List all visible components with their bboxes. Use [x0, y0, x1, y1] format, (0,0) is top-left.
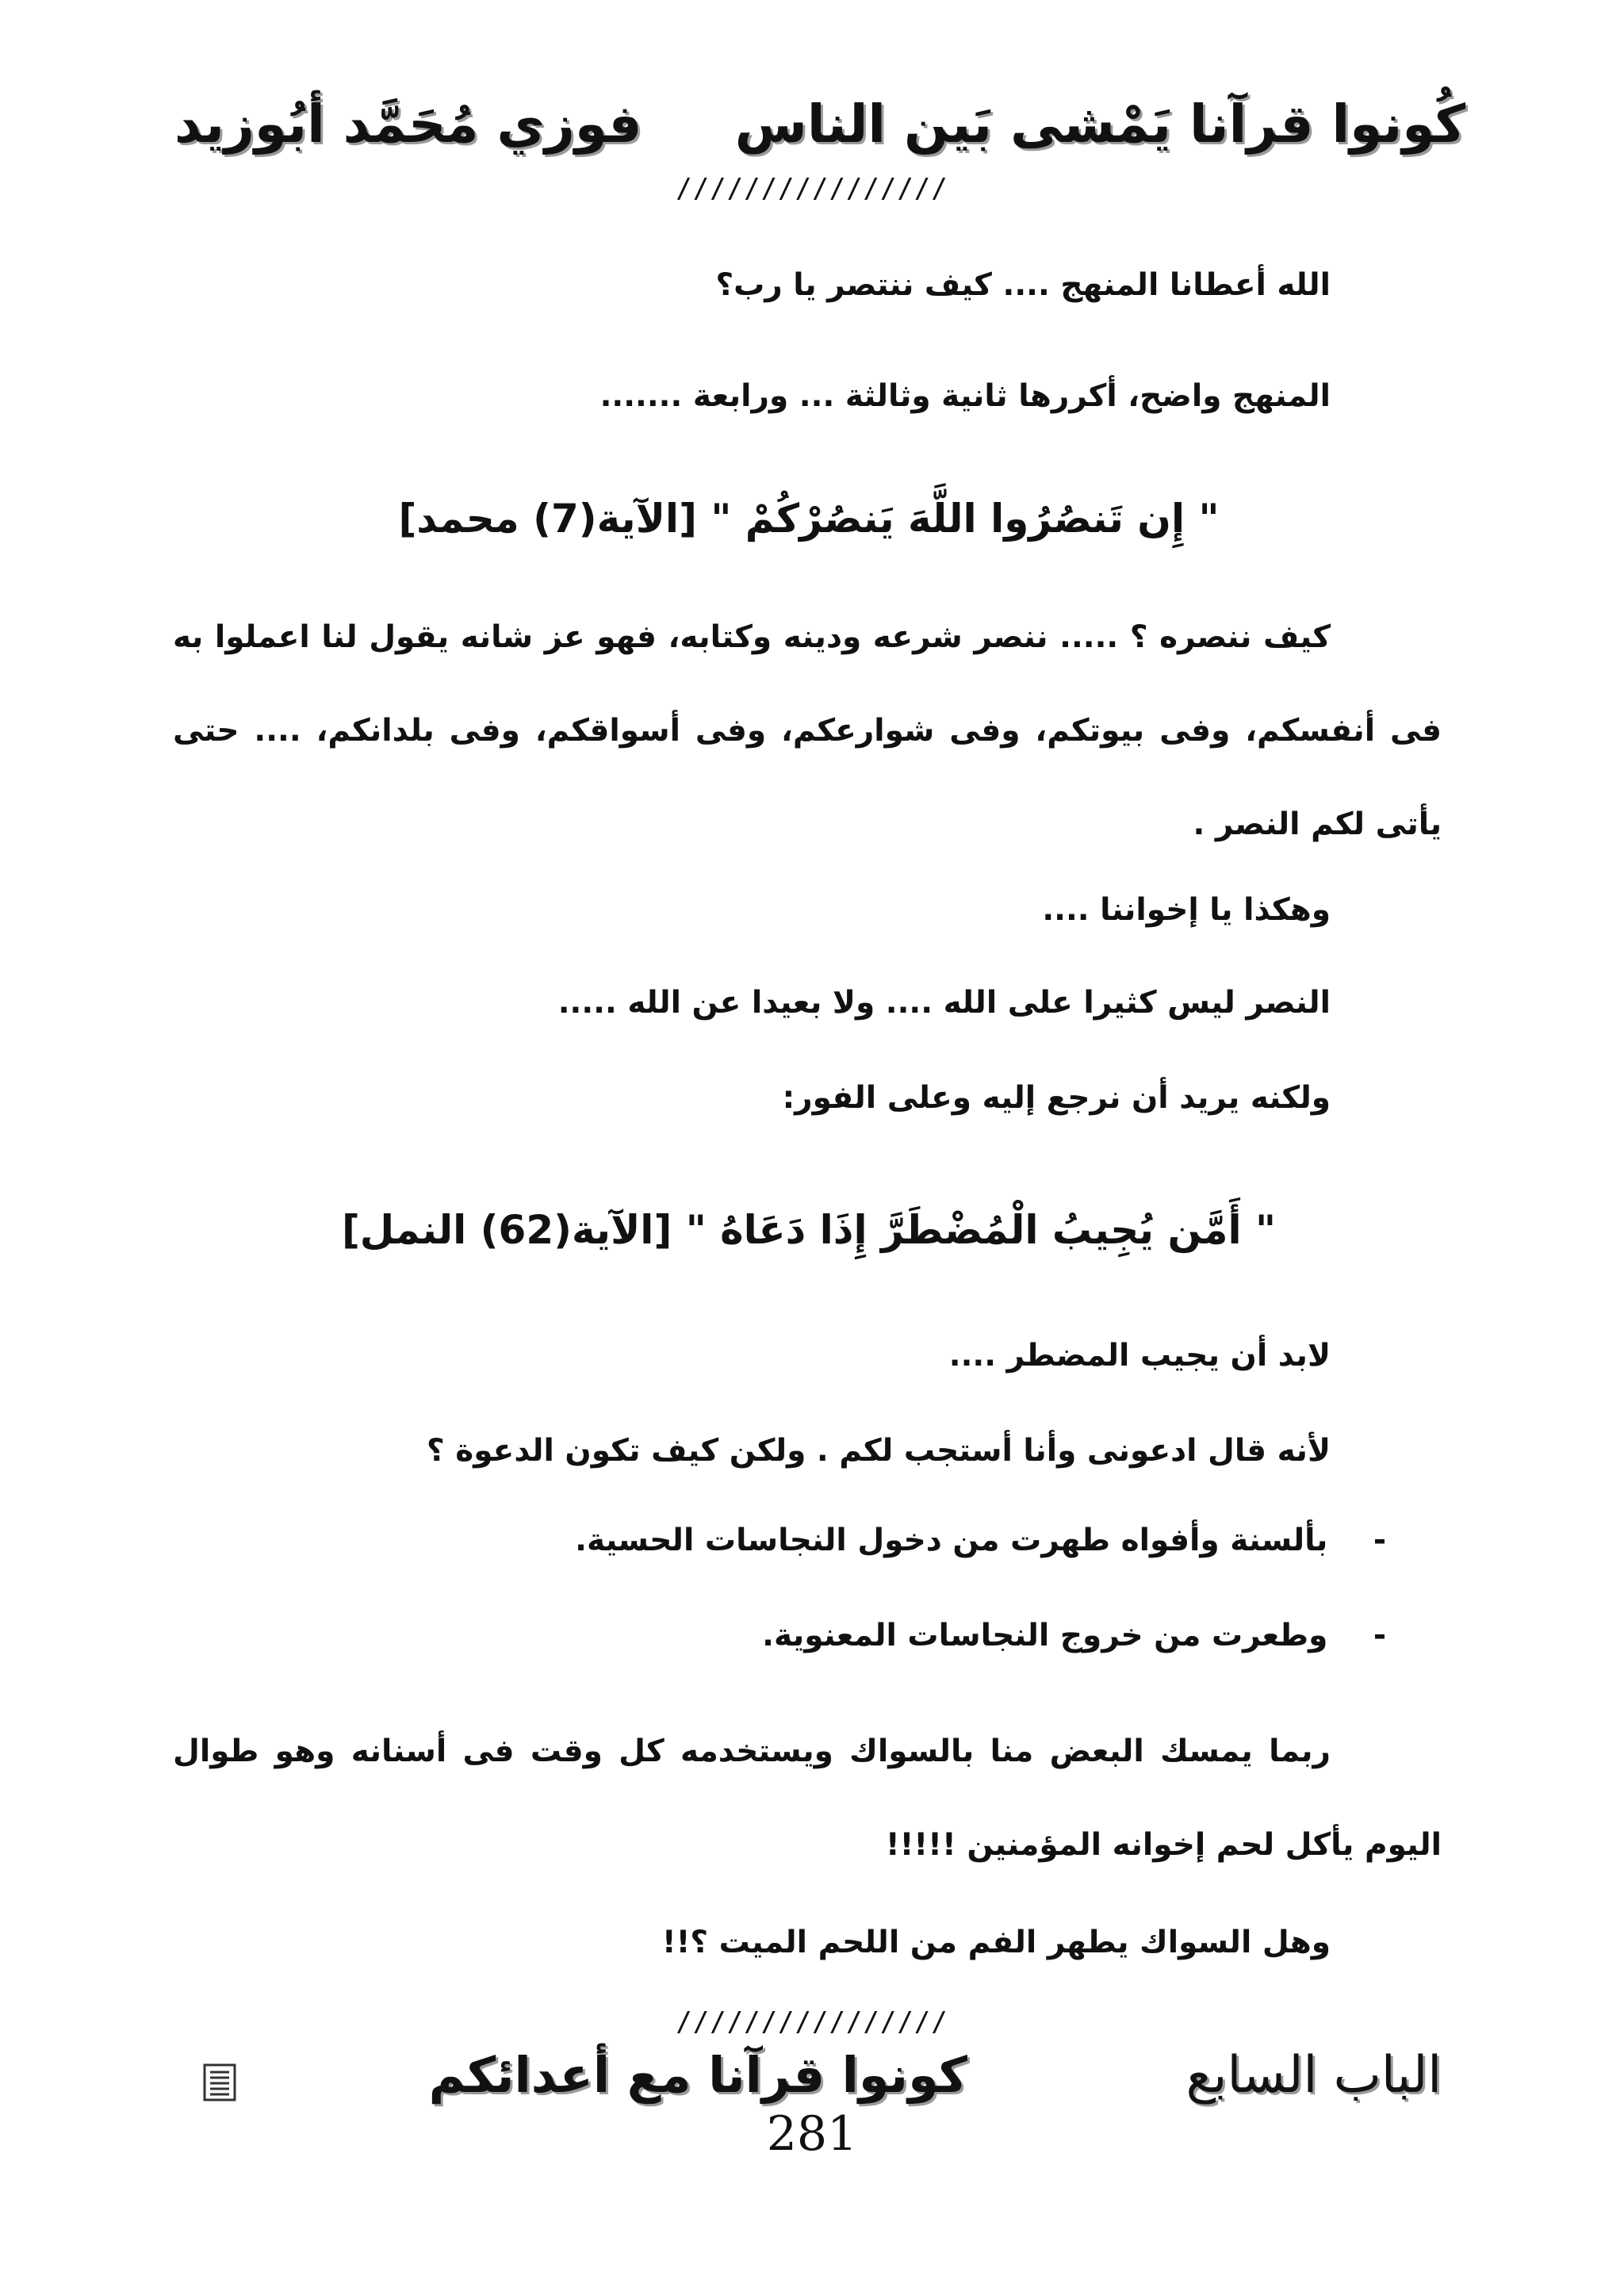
- bullet-marker: -: [1373, 1618, 1386, 1653]
- chapter-title: كونوا قرآنا مع أعدائكم: [428, 2046, 967, 2104]
- text-line-4: النصر ليس كثيرا على الله .... ولا بعيدا عن الله .....: [557, 985, 1331, 1021]
- text-line-7: لأنه قال ادعونى وأنا أستجب لكم . ولكن كيف تكون الدعوة ؟: [427, 1433, 1331, 1469]
- text-line-1: الله أعطانا المنهج .... كيف ننتصر يا رب؟: [715, 267, 1331, 303]
- header-separator: ////////////////: [676, 173, 948, 205]
- text-line-6: لابد أن يجيب المضطر ....: [948, 1338, 1331, 1373]
- bullet-item-2: [276, 1618, 1386, 1653]
- text-line-5: ولكنه يريد أن نرجع إليه وعلى الفور:: [782, 1080, 1331, 1116]
- book-title: كُونوا قرآنا يَمْشى بَين الناس: [734, 94, 1465, 155]
- bullet-text: وطعرت من خروج النجاسات المعنوية.: [762, 1618, 1328, 1653]
- bullet-item-1: [276, 1523, 1386, 1558]
- footer-separator: ////////////////: [676, 2006, 948, 2038]
- page-number: 281: [766, 2106, 858, 2162]
- author-name: فوزي مُحَمَّد أبُوزيد: [174, 94, 642, 155]
- bullet-marker: -: [1373, 1523, 1386, 1558]
- paragraph-2: ربما يمسك البعض منا بالسواك ويستخدمه كل وقت فى أسنانه وهو طوال اليوم يأكل لحم إخوانه المؤمنين !!!!!: [173, 1734, 1442, 1863]
- document-icon: [203, 2063, 236, 2101]
- chapter-label: الباب السابع: [1185, 2046, 1442, 2105]
- text-line-2: المنهج واضح، أكررها ثانية وثالثة ... ورابعة .......: [599, 378, 1331, 414]
- text-line-8: وهل السواك يطهر الفم من اللحم الميت ؟!!: [661, 1925, 1331, 1960]
- paragraph-1: كيف ننصره ؟ ..... ننصر شرعه ودينه وكتابه، فهو عز شانه يقول لنا اعملوا به فى أنفسكم، وفى بيوتكم، وفى شوارعكم، وفى أسواقكم، وفى بلدانكم، .... حتى يأتى لكم النصر .: [173, 619, 1442, 842]
- text-line-3: وهكذا يا إخواننا ....: [1042, 892, 1331, 928]
- bullet-text: بألسنة وأفواه طهرت من دخول النجاسات الحسية.: [575, 1523, 1328, 1558]
- quran-verse-1: " إِن تَنصُرُوا اللَّهَ يَنصُرْكُمْ " [الآية(7) محمد]: [398, 496, 1220, 542]
- quran-verse-2: " أَمَّن يُجِيبُ الْمُضْطَرَّ إِذَا دَعَاهُ " [الآية(62) النمل]: [341, 1207, 1277, 1253]
